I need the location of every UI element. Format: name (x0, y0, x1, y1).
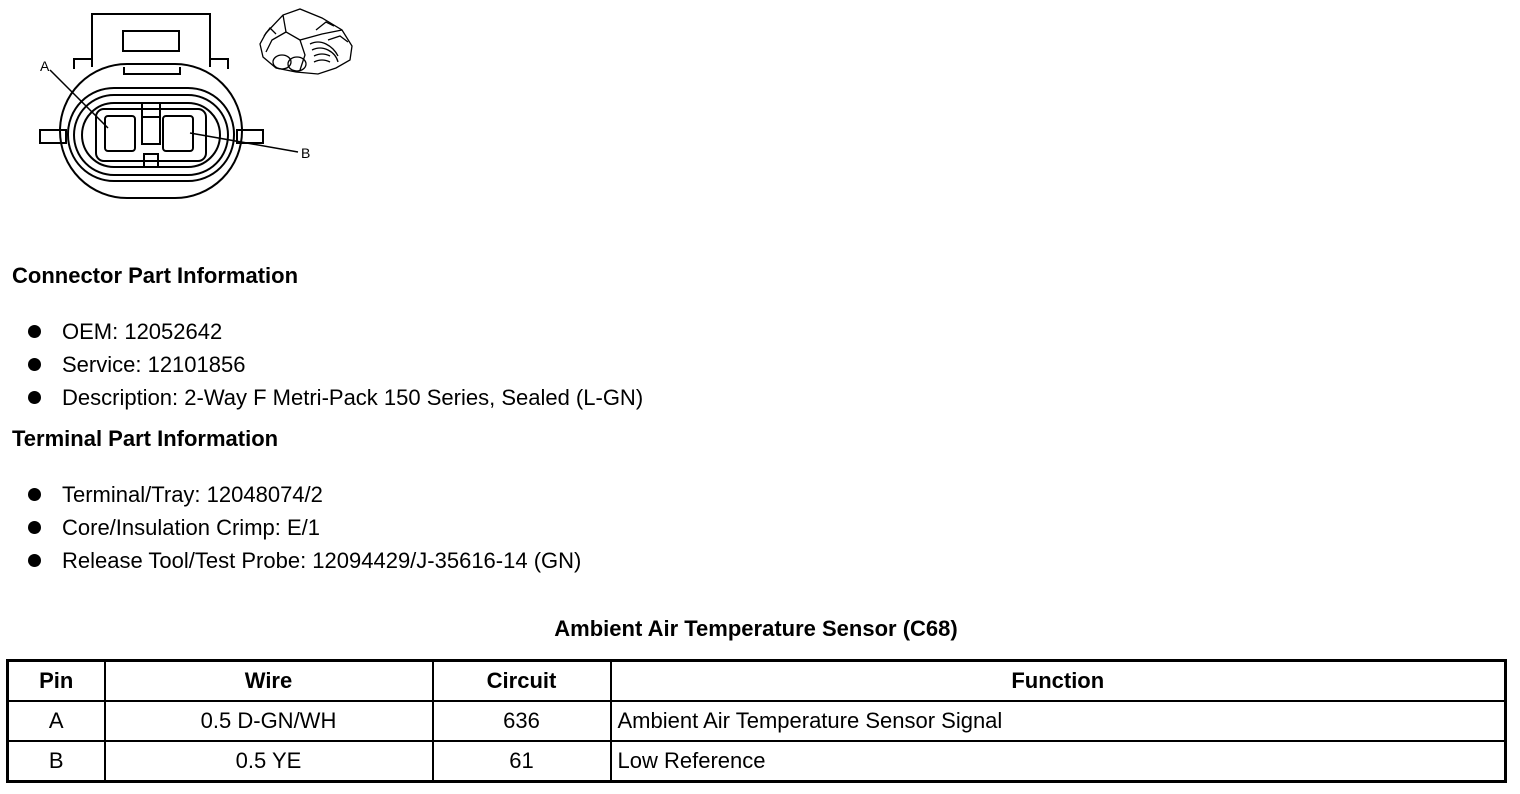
terminal-info-list (28, 478, 581, 577)
table-title: Ambient Air Temperature Sensor (C68) (554, 616, 958, 641)
column-header-pin: Pin (8, 661, 105, 702)
connector-diagram (0, 0, 380, 215)
cell-pin: B (8, 741, 105, 782)
list-item (28, 544, 581, 577)
table-row (8, 741, 1506, 782)
bullet-icon (28, 554, 41, 567)
cell-pin: A (8, 701, 105, 741)
cell-wire: 0.5 YE (105, 741, 433, 782)
pin-label-b: B (301, 145, 311, 161)
table-header-row (8, 661, 1506, 702)
bullet-icon (28, 358, 41, 371)
column-header-function: Function (611, 661, 1506, 702)
list-item (28, 348, 643, 381)
connector-info-list (28, 315, 643, 414)
list-item (28, 315, 643, 348)
connector-body (60, 64, 242, 198)
cell-wire: 0.5 D-GN/WH (105, 701, 433, 741)
cell-circuit: 61 (433, 741, 611, 782)
bullet-icon (28, 521, 41, 534)
connector-isometric-image (260, 9, 352, 74)
bullet-icon (28, 391, 41, 404)
bullet-icon (28, 488, 41, 501)
list-item (28, 381, 643, 414)
pin-leader-lines (50, 70, 298, 152)
list-item (28, 511, 581, 544)
cell-function: Ambient Air Temperature Sensor Signal (611, 701, 1506, 741)
list-item-text: Description: 2-Way F Metri-Pack 150 Series, Sealed (L-GN) (62, 385, 644, 410)
terminal-info-heading: Terminal Part Information (12, 426, 279, 451)
connector-key (142, 103, 160, 167)
table-row (8, 701, 1506, 741)
pin-table (6, 659, 1507, 783)
column-header-circuit: Circuit (433, 661, 611, 702)
list-item (28, 478, 581, 511)
list-item-text: Core/Insulation Crimp: E/1 (62, 515, 320, 540)
list-item-text: OEM: 12052642 (62, 319, 223, 344)
cell-function: Low Reference (611, 741, 1506, 782)
column-header-wire: Wire (105, 661, 433, 702)
bullet-icon (28, 325, 41, 338)
terminal-cavity-b (163, 116, 193, 151)
pin-label-a: A (40, 58, 50, 74)
list-item-text: Terminal/Tray: 12048074/2 (62, 482, 323, 507)
cell-circuit: 636 (433, 701, 611, 741)
list-item-text: Release Tool/Test Probe: 12094429/J-35616-14 (GN) (62, 548, 582, 573)
terminal-cavity-a (105, 116, 135, 151)
list-item-text: Service: 12101856 (62, 352, 246, 377)
connector-info-heading: Connector Part Information (12, 263, 299, 288)
